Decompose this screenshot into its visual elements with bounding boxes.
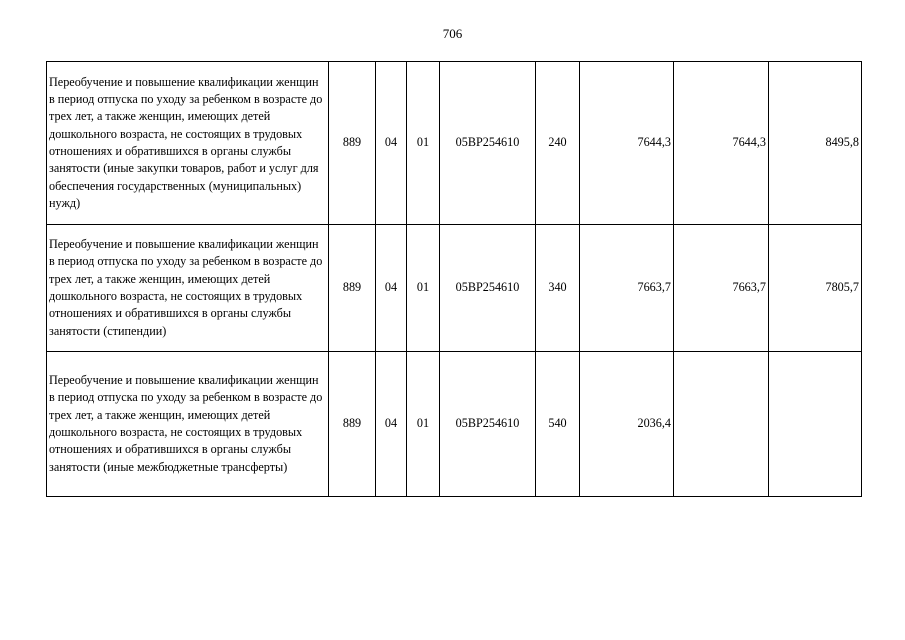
amount-year-3: 8495,8: [769, 62, 862, 225]
section-code: 04: [376, 225, 407, 352]
expense-type-code: 240: [536, 62, 580, 225]
expense-type-code: 340: [536, 225, 580, 352]
target-article-code: 05ВР254610: [440, 225, 536, 352]
amount-year-1: 2036,4: [580, 352, 674, 497]
amount-year-1: 7663,7: [580, 225, 674, 352]
row-description: Переобучение и повышение квалификации женщин в период отпуска по уходу за ребенком в возрасте до трех лет, а также женщин, имеющих детей дошкольного возраста, не состоящих в трудовых отношениях и обратившихся в органы службы занятости (иные межбюджетные трансферты): [47, 352, 329, 497]
amount-year-2: 7663,7: [674, 225, 769, 352]
table-row: [47, 225, 862, 352]
subsection-code: 01: [407, 225, 440, 352]
amount-year-3: [769, 352, 862, 497]
amount-year-2: 7644,3: [674, 62, 769, 225]
amount-year-2: [674, 352, 769, 497]
target-article-code: 05ВР254610: [440, 62, 536, 225]
row-description: Переобучение и повышение квалификации женщин в период отпуска по уходу за ребенком в возрасте до трех лет, а также женщин, имеющих детей дошкольного возраста, не состоящих в трудовых отношениях и обратившихся в органы службы занятости (иные закупки товаров, работ и услуг для обеспечения государственных (муниципальных) нужд): [47, 62, 329, 225]
table-row: [47, 62, 862, 225]
ministry-code: 889: [329, 62, 376, 225]
table-row: [47, 352, 862, 497]
row-description: Переобучение и повышение квалификации женщин в период отпуска по уходу за ребенком в возрасте до трех лет, а также женщин, имеющих детей дошкольного возраста, не состоящих в трудовых отношениях и обратившихся в органы службы занятости (стипендии): [47, 225, 329, 352]
subsection-code: 01: [407, 62, 440, 225]
page-number: 706: [442, 26, 463, 41]
ministry-code: 889: [329, 225, 376, 352]
expense-type-code: 540: [536, 352, 580, 497]
budget-table: [46, 61, 862, 497]
section-code: 04: [376, 62, 407, 225]
subsection-code: 01: [407, 352, 440, 497]
target-article-code: 05ВР254610: [440, 352, 536, 497]
ministry-code: 889: [329, 352, 376, 497]
amount-year-1: 7644,3: [580, 62, 674, 225]
section-code: 04: [376, 352, 407, 497]
amount-year-3: 7805,7: [769, 225, 862, 352]
